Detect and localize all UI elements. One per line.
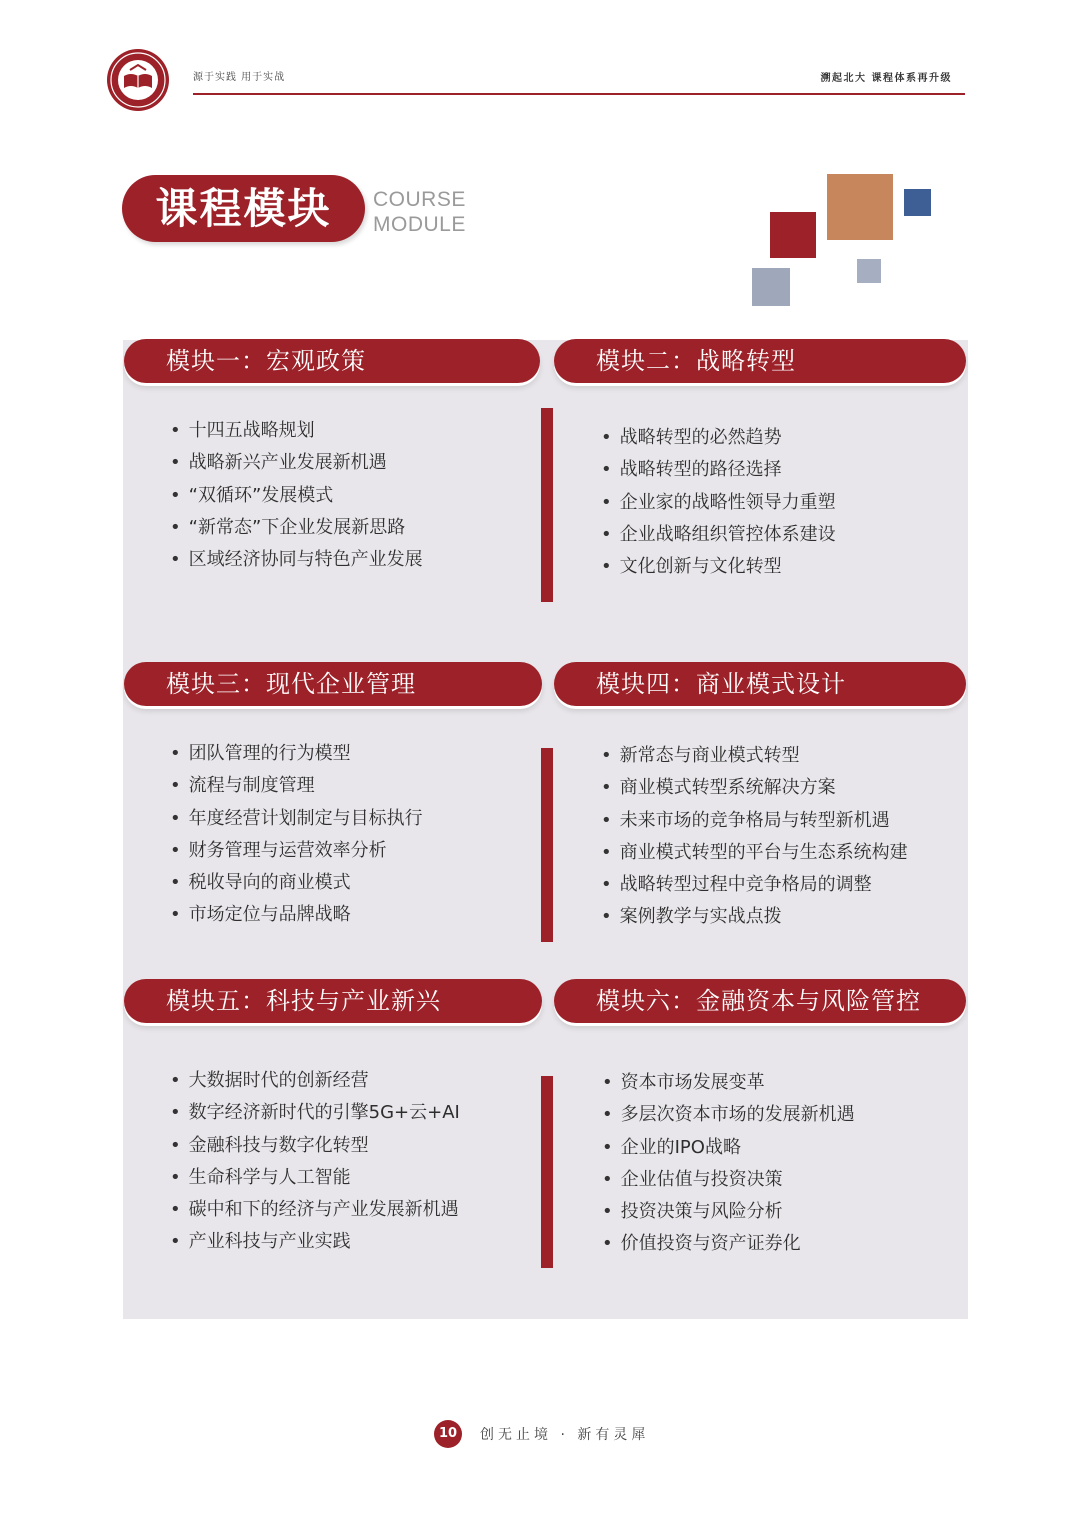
list-item: • 生命科学与人工智能 bbox=[170, 1162, 460, 1194]
deco-square-red bbox=[770, 212, 816, 258]
list-item: • 价值投资与资产证券化 bbox=[602, 1228, 855, 1260]
deco-square-grey-small bbox=[857, 259, 881, 283]
deco-square-orange bbox=[827, 174, 893, 240]
column-divider-2 bbox=[541, 748, 553, 942]
list-item: • 商业模式转型的平台与生态系统构建 bbox=[601, 837, 908, 869]
list-item: • 企业的IPO战略 bbox=[602, 1132, 855, 1164]
column-divider-3 bbox=[541, 1076, 553, 1268]
school-logo bbox=[106, 48, 170, 112]
list-item: • 金融科技与数字化转型 bbox=[170, 1130, 460, 1162]
module-4-list bbox=[601, 740, 908, 934]
list-item: • 文化创新与文化转型 bbox=[601, 551, 836, 583]
header-slogan-left: 源于实践 用于实战 bbox=[193, 72, 286, 83]
list-item: • 案例教学与实战点拨 bbox=[601, 901, 908, 933]
list-item: • 财务管理与运营效率分析 bbox=[170, 835, 423, 867]
list-item: • 碳中和下的经济与产业发展新机遇 bbox=[170, 1194, 460, 1226]
module-1-heading: 模块一：宏观政策 bbox=[124, 339, 540, 383]
list-item: • 战略转型的必然趋势 bbox=[601, 422, 836, 454]
module-5-heading: 模块五：科技与产业新兴 bbox=[124, 979, 542, 1023]
module-6-heading: 模块六：金融资本与风险管控 bbox=[554, 979, 966, 1023]
list-item: • 战略新兴产业发展新机遇 bbox=[170, 447, 423, 479]
module-1-list bbox=[170, 415, 423, 576]
list-item: • “新常态”下企业发展新思路 bbox=[170, 512, 423, 544]
list-item: • 市场定位与品牌战略 bbox=[170, 899, 423, 931]
list-item: • 企业家的战略性领导力重塑 bbox=[601, 487, 836, 519]
list-item: • 战略转型的路径选择 bbox=[601, 454, 836, 486]
module-5-list bbox=[170, 1065, 460, 1259]
list-item: • 区域经济协同与特色产业发展 bbox=[170, 544, 423, 576]
list-item: • 资本市场发展变革 bbox=[602, 1067, 855, 1099]
page-title-english bbox=[373, 187, 466, 237]
module-3-heading: 模块三：现代企业管理 bbox=[124, 662, 542, 706]
title-en-line2: MODULE bbox=[373, 213, 466, 236]
list-item: • 商业模式转型系统解决方案 bbox=[601, 772, 908, 804]
module-2-heading: 模块二：战略转型 bbox=[554, 339, 966, 383]
decorative-squares bbox=[740, 170, 940, 310]
list-item: • 十四五战略规划 bbox=[170, 415, 423, 447]
module-3-list bbox=[170, 738, 423, 932]
list-item: • 大数据时代的创新经营 bbox=[170, 1065, 460, 1097]
module-2-list bbox=[601, 422, 836, 583]
list-item: • 战略转型过程中竞争格局的调整 bbox=[601, 869, 908, 901]
list-item: • 新常态与商业模式转型 bbox=[601, 740, 908, 772]
list-item: • 投资决策与风险分析 bbox=[602, 1196, 855, 1228]
list-item: • 产业科技与产业实践 bbox=[170, 1226, 460, 1258]
module-4-heading: 模块四：商业模式设计 bbox=[554, 662, 966, 706]
title-en-line1: COURSE bbox=[373, 188, 466, 211]
page-number: 10 bbox=[434, 1420, 462, 1448]
footer-slogan: 创无止境 · 新有灵犀 bbox=[480, 1427, 650, 1443]
list-item: • “双循环”发展模式 bbox=[170, 480, 423, 512]
deco-square-grey-large bbox=[752, 268, 790, 306]
page-title: 课程模块 bbox=[122, 175, 365, 242]
list-item: • 企业战略组织管控体系建设 bbox=[601, 519, 836, 551]
list-item: • 流程与制度管理 bbox=[170, 770, 423, 802]
deco-square-blue bbox=[904, 189, 931, 216]
list-item: • 多层次资本市场的发展新机遇 bbox=[602, 1099, 855, 1131]
list-item: • 未来市场的竞争格局与转型新机遇 bbox=[601, 805, 908, 837]
list-item: • 企业估值与投资决策 bbox=[602, 1164, 855, 1196]
list-item: • 税收导向的商业模式 bbox=[170, 867, 423, 899]
list-item: • 团队管理的行为模型 bbox=[170, 738, 423, 770]
list-item: • 数字经济新时代的引擎5G+云+AI bbox=[170, 1097, 460, 1129]
header-divider bbox=[193, 93, 965, 95]
column-divider-1 bbox=[541, 408, 553, 602]
header-slogan-right: 溯起北大 课程体系再升级 bbox=[820, 73, 952, 84]
list-item: • 年度经营计划制定与目标执行 bbox=[170, 803, 423, 835]
module-6-list bbox=[602, 1067, 855, 1261]
